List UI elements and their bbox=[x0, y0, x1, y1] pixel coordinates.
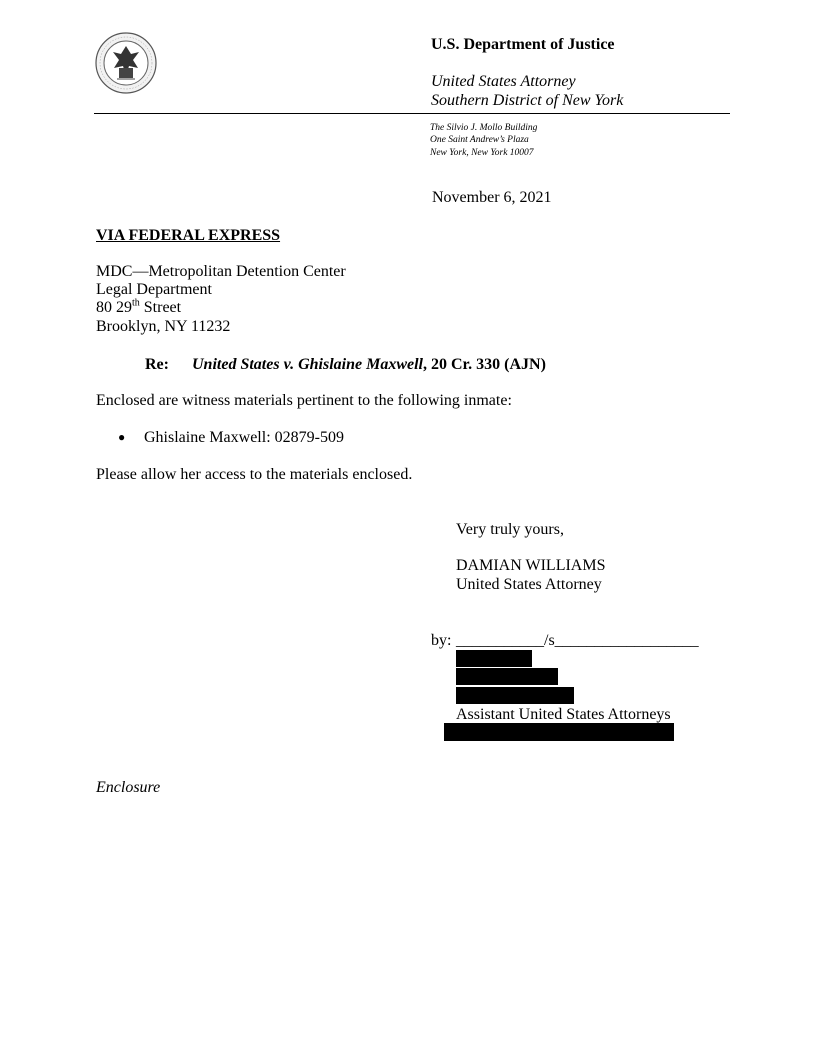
bullet-item: Ghislaine Maxwell: 02879-509 bbox=[144, 429, 344, 446]
signature-title: United States Attorney bbox=[456, 576, 602, 593]
recipient-line: MDC—Metropolitan Detention Center bbox=[96, 263, 346, 280]
recipient-line: Brooklyn, NY 11232 bbox=[96, 318, 231, 335]
body-closing-line: Please allow her access to the materials enclosed. bbox=[96, 466, 413, 483]
letterhead-department: U.S. Department of Justice bbox=[431, 36, 615, 53]
redaction-bar bbox=[456, 687, 574, 704]
signature-name: DAMIAN WILLIAMS bbox=[456, 557, 606, 574]
signature-by-label: by: bbox=[431, 632, 452, 649]
redaction-bar bbox=[456, 650, 532, 667]
street-number: 80 29 bbox=[96, 299, 132, 316]
bullet-dot: ● bbox=[118, 430, 126, 444]
redaction-bar bbox=[456, 668, 558, 685]
letterhead-address-line: The Silvio J. Mollo Building bbox=[430, 123, 538, 133]
re-case-name: United States v. Ghislaine Maxwell bbox=[192, 356, 423, 373]
re-case bbox=[192, 356, 546, 374]
body-intro: Enclosed are witness materials pertinent to the following inmate: bbox=[96, 392, 512, 409]
signature-salutation: Very truly yours, bbox=[456, 521, 564, 538]
signature-line: ___________/s__________________ bbox=[456, 632, 699, 649]
letterhead-office: United States Attorney bbox=[431, 73, 576, 90]
recipient-street bbox=[96, 299, 181, 317]
delivery-method: VIA FEDERAL EXPRESS bbox=[96, 227, 281, 244]
street-name: Street bbox=[139, 299, 182, 316]
recipient-line: Legal Department bbox=[96, 281, 212, 298]
letterhead-district: Southern District of New York bbox=[431, 92, 624, 109]
enclosure-note: Enclosure bbox=[96, 779, 161, 796]
re-case-number: , 20 Cr. 330 (AJN) bbox=[422, 356, 546, 373]
redaction-bar bbox=[444, 723, 674, 741]
letterhead-address-line: One Saint Andrew’s Plaza bbox=[430, 135, 529, 145]
re-label: Re: bbox=[145, 356, 169, 373]
letterhead-divider bbox=[94, 113, 730, 114]
letterhead-address-line: New York, New York 10007 bbox=[430, 148, 534, 158]
signature-role: Assistant United States Attorneys bbox=[456, 706, 671, 723]
doj-seal-logo bbox=[95, 32, 157, 94]
street-suffix: th bbox=[132, 297, 140, 309]
letter-date: November 6, 2021 bbox=[432, 189, 552, 206]
